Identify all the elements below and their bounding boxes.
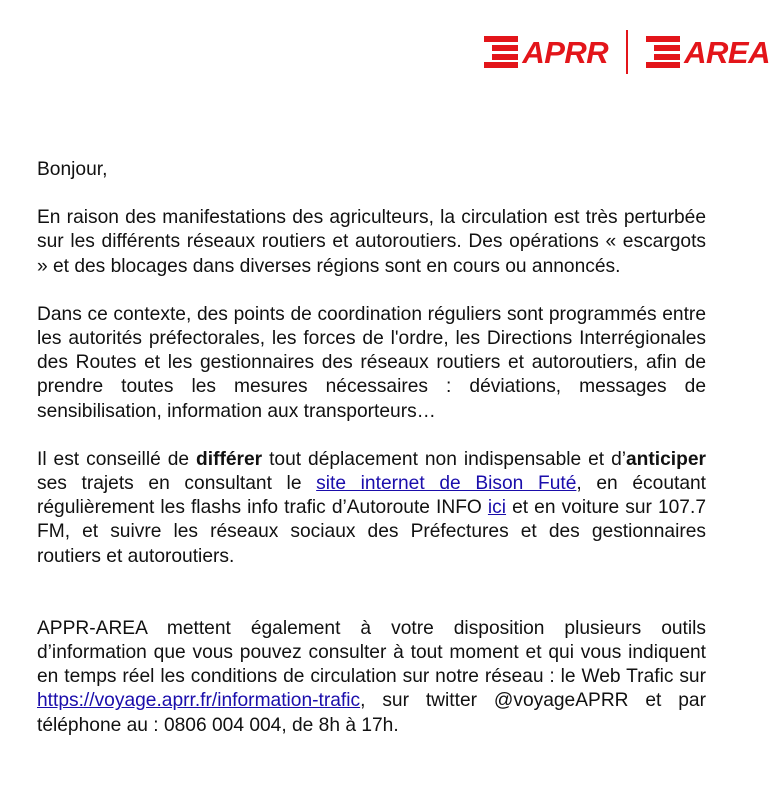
aprr-logo-text: APRR	[522, 34, 609, 70]
emphasis-anticiper: anticiper	[626, 448, 706, 470]
area-logo	[646, 36, 770, 68]
paragraph-coordination: Dans ce contexte, des points de coordination réguliers sont programmés entre les autorités préfectorales, les forces de l'ordre, les Directions Interrégionales des Routes et les gestionnaires des réseaux routiers et autoroutiers, afin de prendre toutes les mesures nécessaires : déviations, messages de sensibilisation, information aux transporteurs…	[37, 303, 706, 422]
greeting: Bonjour,	[37, 159, 108, 180]
bison-fute-link[interactable]: site internet de Bison Futé	[316, 473, 577, 495]
paragraph-situation: En raison des manifestations des agriculteurs, la circulation est très perturbée sur les différents réseaux routiers et autoroutiers. Des opérations « escargots » et des blocages dans diverses régions sont en cours ou annoncés.	[37, 207, 706, 277]
header	[484, 30, 770, 74]
aprr-logo	[484, 36, 608, 68]
logo-divider	[626, 30, 628, 74]
area-logo-mark-icon	[646, 36, 680, 68]
area-logo-text: AREA	[684, 34, 770, 70]
message-body	[37, 158, 706, 738]
paragraph-advice: Il est conseillé de différer tout déplacement non indispensable et d’anticiper ses trajets en consultant le site internet de Bison Futé, en écoutant régulièrement les flashs info trafic d’Autoroute INFO ici et en voiture sur 107.7 FM, et suivre les réseaux sociaux des Préfectures et des gestionnaires routiers et autoroutiers.	[37, 448, 706, 567]
autoroute-info-link[interactable]: ici	[487, 497, 507, 519]
paragraph-tools: APPR-AREA mettent également à votre disposition plusieurs outils d’information que vous pouvez consulter à tout moment et qui vous indiquent en temps réel les conditions de circulation sur notre réseau : le Web Trafic sur https://voyage.aprr.fr/information-trafic, sur twitter @voyageAPRR et par téléphone au : 0806 004 004, de 8h à 17h.	[37, 617, 706, 736]
aprr-logo-mark-icon	[484, 36, 518, 68]
web-trafic-link[interactable]: https://voyage.aprr.fr/information-trafic	[37, 690, 361, 712]
emphasis-differer: différer	[196, 448, 263, 470]
